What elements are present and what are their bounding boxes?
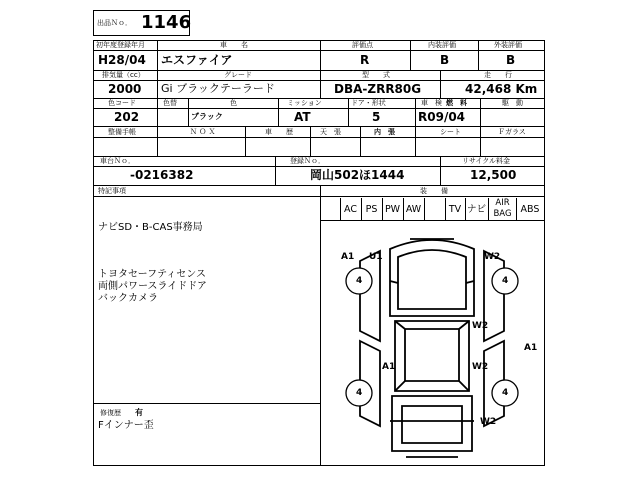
exterior-value: B <box>506 53 516 67</box>
mark-wheel-rl: 4 <box>356 388 363 398</box>
fuel-label: 燃 料 <box>446 99 467 107</box>
color-code-label: 色コード <box>108 99 136 107</box>
mark-wheel-fr: 4 <box>502 276 509 286</box>
mark-front-center: U1 <box>369 252 383 262</box>
drive-label: 駆 動 <box>502 99 523 107</box>
chassis-value: -0216382 <box>130 168 194 182</box>
interior-value: B <box>440 53 450 67</box>
equipment-row <box>320 198 545 220</box>
notes-header: 特記事項 <box>98 187 126 195</box>
plate-value: 岡山502ほ1444 <box>310 168 405 182</box>
front-glass-label: Ｆガラス <box>498 128 526 136</box>
interior-trim-label: 内 張 <box>374 128 395 136</box>
lot-label: 出品Ｎｏ． <box>97 19 132 27</box>
equip-abs: ABS <box>520 204 540 215</box>
equip-ps: PS <box>365 204 378 215</box>
doors-value: 5 <box>372 110 381 124</box>
repair-note: Fインナー歪 <box>98 420 154 431</box>
equip-tv: TV <box>448 204 462 215</box>
repair-history-value: 有 <box>135 408 143 417</box>
mileage-value: 42,468 Km <box>465 82 538 96</box>
mark-wheel-rr: 4 <box>502 388 509 398</box>
model-value: DBA-ZRR80G <box>334 82 422 96</box>
lot-box <box>93 10 190 36</box>
mark-front-right: W2 <box>484 252 501 262</box>
mark-wheel-fl: 4 <box>356 276 363 286</box>
first-reg-label: 初年度登録年月 <box>96 41 145 49</box>
notes-line-4: バックカメラ <box>98 293 158 304</box>
color-label: 色 <box>230 99 237 107</box>
model-label: 型 式 <box>362 71 390 79</box>
equip-aw: AW <box>405 204 422 215</box>
nox-label: Ｎ Ｏ Ｘ <box>190 128 216 136</box>
inspection-label: 車 検 <box>421 99 442 107</box>
equip-pw: PW <box>384 204 401 215</box>
displacement-value: 2000 <box>108 82 142 96</box>
notes-line-2: トヨタセーフティセンス <box>98 269 206 280</box>
equip-airbag: AIR BAG <box>493 198 512 219</box>
mark-right-side: A1 <box>524 343 538 353</box>
manual-label: 整備手帳 <box>108 128 136 136</box>
score-value: R <box>360 53 370 67</box>
equip-navi: ナビ <box>466 204 486 215</box>
chassis-label: 車台Ｎｏ． <box>100 157 135 165</box>
transmission-label: ミッション <box>287 99 322 107</box>
car-name-value: エスファイア <box>161 53 233 67</box>
exterior-label: 外装評価 <box>494 41 522 49</box>
grade-value: Gi ブラックテーラード <box>161 82 275 95</box>
interior-label: 内装評価 <box>428 41 456 49</box>
grade-label: グレード <box>224 71 252 79</box>
color-type-label: 色替 <box>163 99 177 107</box>
mark-right-lower: W2 <box>472 362 489 372</box>
mark-center-left: A1 <box>382 362 396 372</box>
color-value: ブラック <box>191 112 223 121</box>
history-label: 車 歴 <box>265 128 293 136</box>
mark-front-left: A1 <box>341 252 355 262</box>
lot-number: 1146 <box>141 12 192 33</box>
recycle-value: 12,500 <box>470 168 517 182</box>
mark-rear: W2 <box>480 417 497 427</box>
transmission-value: AT <box>294 110 311 124</box>
equip-ac: AC <box>344 204 357 215</box>
score-label: 評価点 <box>352 41 373 49</box>
color-code-value: 202 <box>114 110 140 124</box>
first-reg-value: H28/04 <box>98 53 146 67</box>
mileage-label: 走 行 <box>484 71 512 79</box>
displacement-label: 排気量（cc） <box>102 71 145 79</box>
notes-line-1: ナビSD・B-CAS事務局 <box>98 222 203 233</box>
inspection-value-display: R09/04 <box>418 110 466 124</box>
notes-line-3: 両側パワースライドドア <box>98 281 207 292</box>
car-name-label: 車 名 <box>220 41 248 49</box>
mark-right-upper: W2 <box>472 321 489 331</box>
recycle-label: リサイクル料金 <box>462 157 511 165</box>
seat-label: シート <box>440 128 461 136</box>
equipment-header: 装 備 <box>420 187 448 195</box>
plate-label: 登録Ｎｏ． <box>290 157 325 165</box>
roof-label: 天 張 <box>320 128 341 136</box>
repair-history-label: 修復歴 <box>100 409 121 417</box>
doors-label: ドア・形状 <box>351 99 386 107</box>
